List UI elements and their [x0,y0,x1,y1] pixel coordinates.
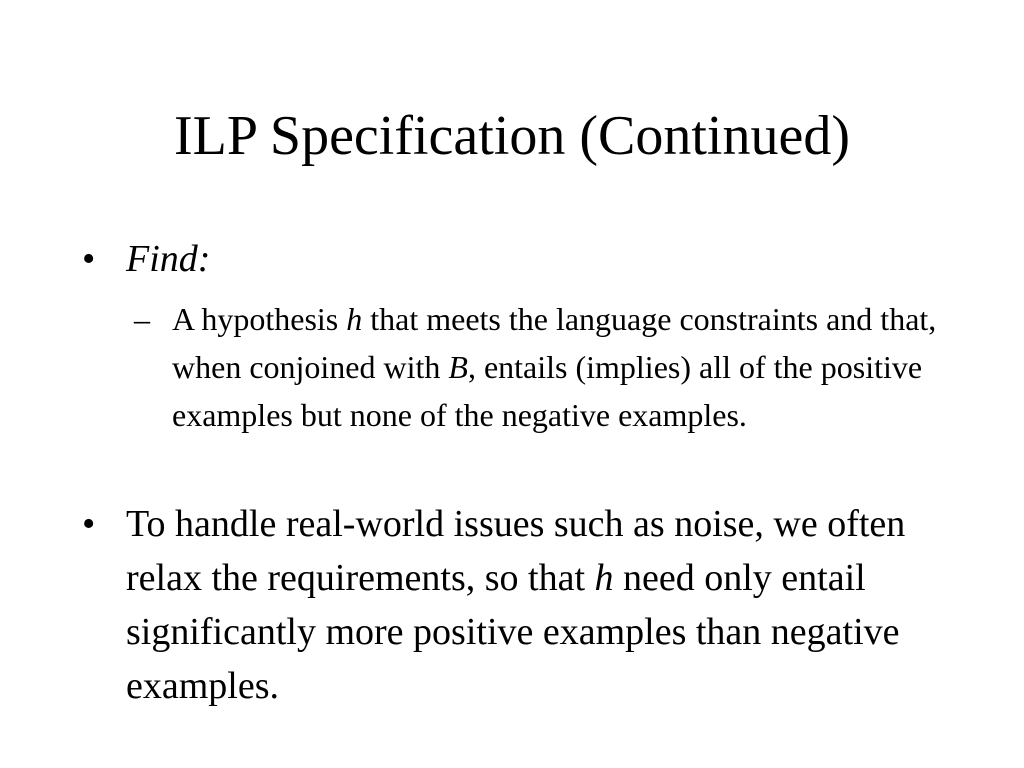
slide-title: ILP Specification (Continued) [174,105,850,167]
bullet-marker: • [82,238,96,280]
variable-b: B [448,349,468,385]
text-segment: , entails (implies) all of the positive examples but none of the negative examples. [172,349,923,433]
sub-bullet-marker: – [134,301,150,337]
text-segment: need only entail significantly more positive examples than negative examples. [126,557,900,707]
text-segment: that meets the language constraints and that, when conjoined with [172,301,937,385]
bullet-noise [82,497,962,713]
bullet-find [82,232,962,286]
bullet-find-label: Find: [126,238,211,280]
sub-bullet-hypothesis-text [172,295,952,439]
variable-h: h [346,301,363,337]
bullet-noise-text [126,497,962,713]
bullet-marker: • [82,503,96,545]
variable-h: h [594,557,614,599]
text-segment: To handle real-world issues such as noise, we often relax the requirements, so that [126,503,906,599]
text-segment: A hypothesis [172,301,347,337]
sub-bullet-hypothesis [134,295,954,439]
